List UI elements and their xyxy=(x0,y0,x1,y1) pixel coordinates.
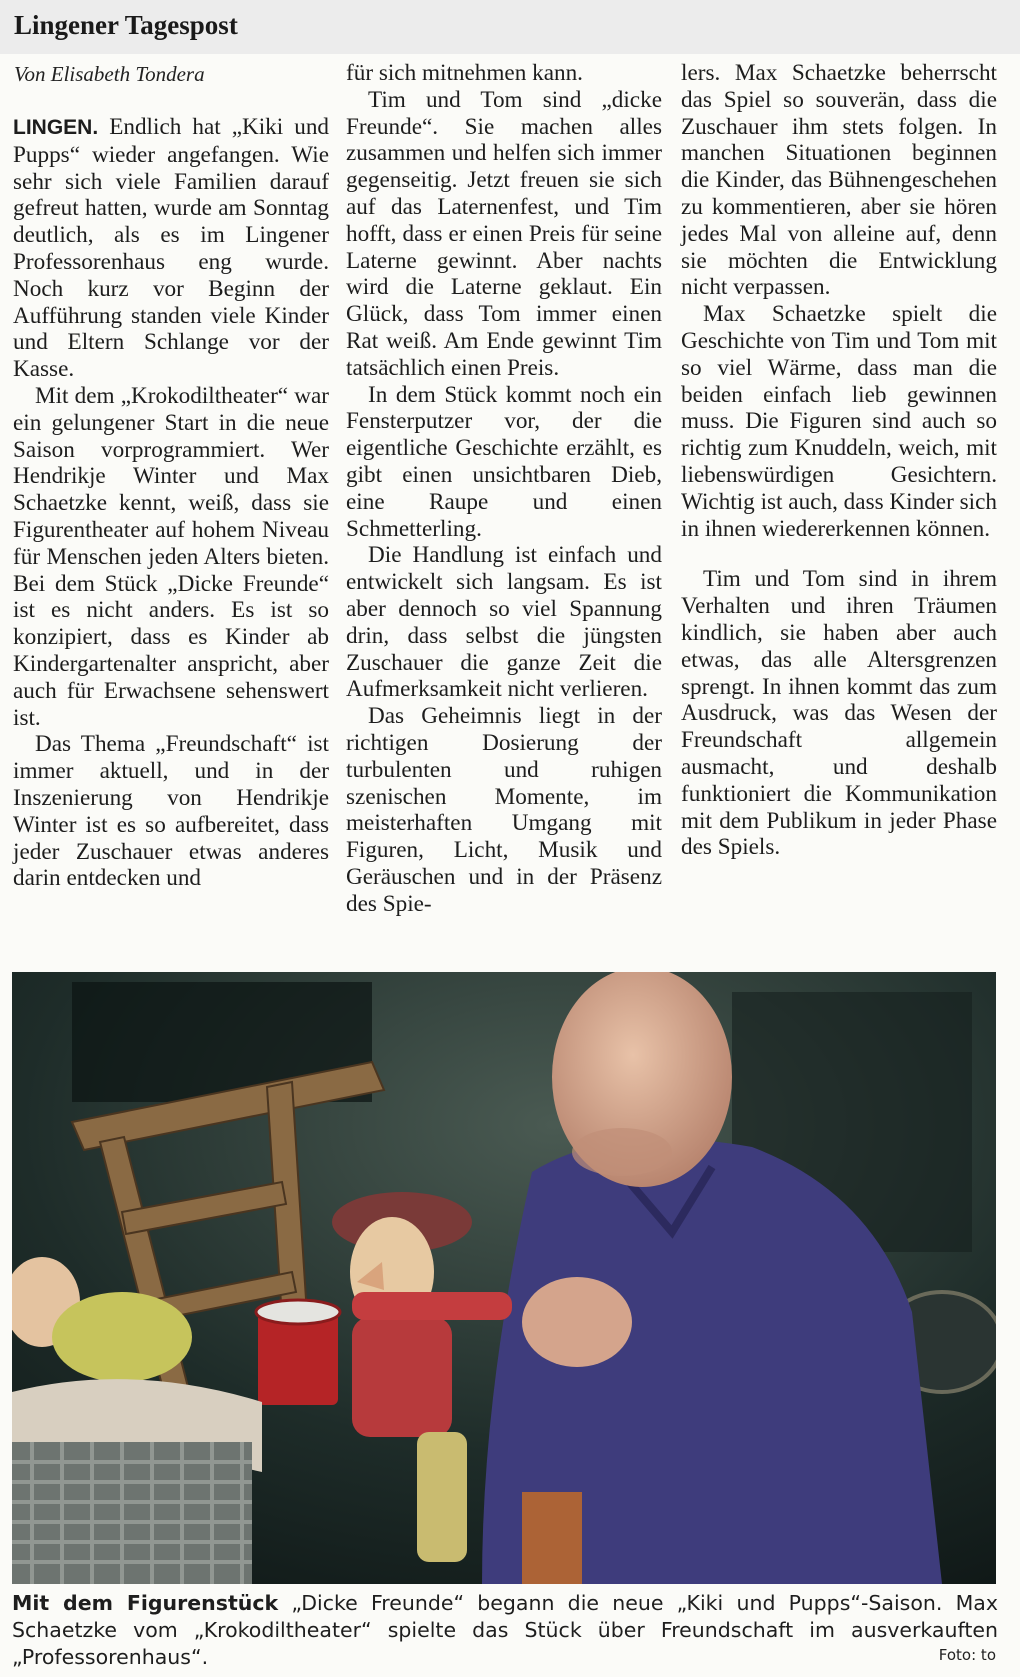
paragraph-text: Endlich hat „Kiki und Pupps“ wieder angefangen. Wie sehr sich viele Familien darauf gefreut hatten, wurde am Sonntag deutlich, als es im Lingener Professorenhaus eng wurde. Noch kurz vor Beginn der Aufführung standen viele Kinder und Eltern Schlange vor der Kasse. xyxy=(13,114,330,383)
photo-credit: Foto: to xyxy=(938,1646,996,1664)
paragraph: Max Schaetzke spielt die Geschichte von Tim und Tom mit so viel Wärme, dass man die beiden einfach lieb gewinnen muss. Die Figuren sind auch so richtig zum Knuddeln, weich, mit liebenswürdigen Gesichtern. Wichtig ist auch, dass Kinder sich in ihnen wiedererkennen können. xyxy=(681,301,997,542)
paragraph: Das Geheimnis liegt in der richtigen Dosierung der turbulenten und ruhigen szenischen Momente, im meisterhaften Umgang mit Figuren, Licht, Musik und Geräuschen und in der Präsenz des Spie- xyxy=(346,703,662,917)
newspaper-title: Lingener Tagespost xyxy=(14,10,238,40)
paragraph: Tim und Tom sind in ihrem Verhalten und ihren Träumen kindlich, sie haben aber auch etwas, das alle Altersgrenzen sprengt. In ihnen kommt das zum Ausdruck, was das Wesen der Freundschaft allgemein ausmacht, und deshalb funktioniert die Kommunikation mit dem Publikum in jeder Phase des Spiels. xyxy=(681,566,997,861)
article-column-2 xyxy=(346,60,662,918)
masthead xyxy=(0,0,1020,54)
red-cup xyxy=(256,1300,340,1405)
article-column-3 xyxy=(681,60,997,861)
checkered-cloth xyxy=(12,1442,252,1584)
paragraph: In dem Stück kommt noch ein Fensterputzer vor, der die eigentliche Geschichte erzählt, es gibt einen unsichtbaren Dieb, eine Raupe und einen Schmetterling. xyxy=(346,381,662,542)
dateline: LINGEN. xyxy=(13,116,99,139)
puppet-show-illustration xyxy=(12,972,996,1584)
lantern xyxy=(522,1492,582,1584)
paragraph: für sich mitnehmen kann. xyxy=(346,60,583,86)
paragraph: Mit dem „Krokodiltheater“ war ein gelungener Start in die neue Saison vorprogrammiert. Wer Hendrikje Winter und Max Schaetzke kennt, weiß, dass sie Figurentheater auf hohem Niveau für Menschen jeden Alters bieten. Bei dem Stück „Dicke Freunde“ ist es nicht anders. Es ist so konzipiert, dass es Kinder ab Kindergartenalter anspricht, aber auch für Erwachsene sehenswert ist. xyxy=(13,382,329,731)
paragraph: Tim und Tom sind „dicke Freunde“. Sie machen alles zusammen und helfen sich immer gegenseitig. Jetzt freuen sie sich auf das Laternenfest, und Tim hofft, dass er einen Preis für seine Laterne gewinnt. Aber nachts wird die Laterne geklaut. Ein Glück, dass Tom immer einen Rat weiß. Am Ende gewinnt Tim tatsächlich einen Preis. xyxy=(346,86,662,381)
article-column-1 xyxy=(13,114,329,892)
byline: Von Elisabeth Tondera xyxy=(14,62,205,86)
article-photo xyxy=(12,972,996,1584)
caption-text: „Dicke Freunde“ begann die neue „Kiki und Pupps“-Saison. Max Schaetzke vom „Krokodiltheater“ spielte das Stück über Freundschaft im ausverkauften „Professorenhaus“. xyxy=(12,1591,998,1669)
paragraph: Das Thema „Freundschaft“ ist immer aktuell, und in der Inszenierung von Hendrikje Winter ist es so aufbereitet, dass jeder Zuschauer etwas anderes darin entdecken und xyxy=(13,731,329,892)
paragraph-gap xyxy=(681,542,997,566)
paragraph xyxy=(13,114,329,383)
paragraph: Die Handlung ist einfach und entwickelt sich langsam. Es ist aber dennoch so viel Spannung drin, dass selbst die jüngsten Zuschauer die ganze Zeit die Aufmerksamkeit nicht verlieren. xyxy=(346,542,662,703)
caption-lead: Mit dem Figurenstück xyxy=(12,1591,279,1615)
paragraph: lers. Max Schaetzke beherrscht das Spiel so souverän, dass die Zuschauer ihm stets folgen. In manchen Situationen beginnen die Kinder, das Bühnengeschehen zu kommentieren, aber sie hören jedes Mal von alleine auf, denn sie möchten die Entwicklung nicht verpassen. xyxy=(681,60,997,301)
photo-caption xyxy=(12,1590,998,1671)
